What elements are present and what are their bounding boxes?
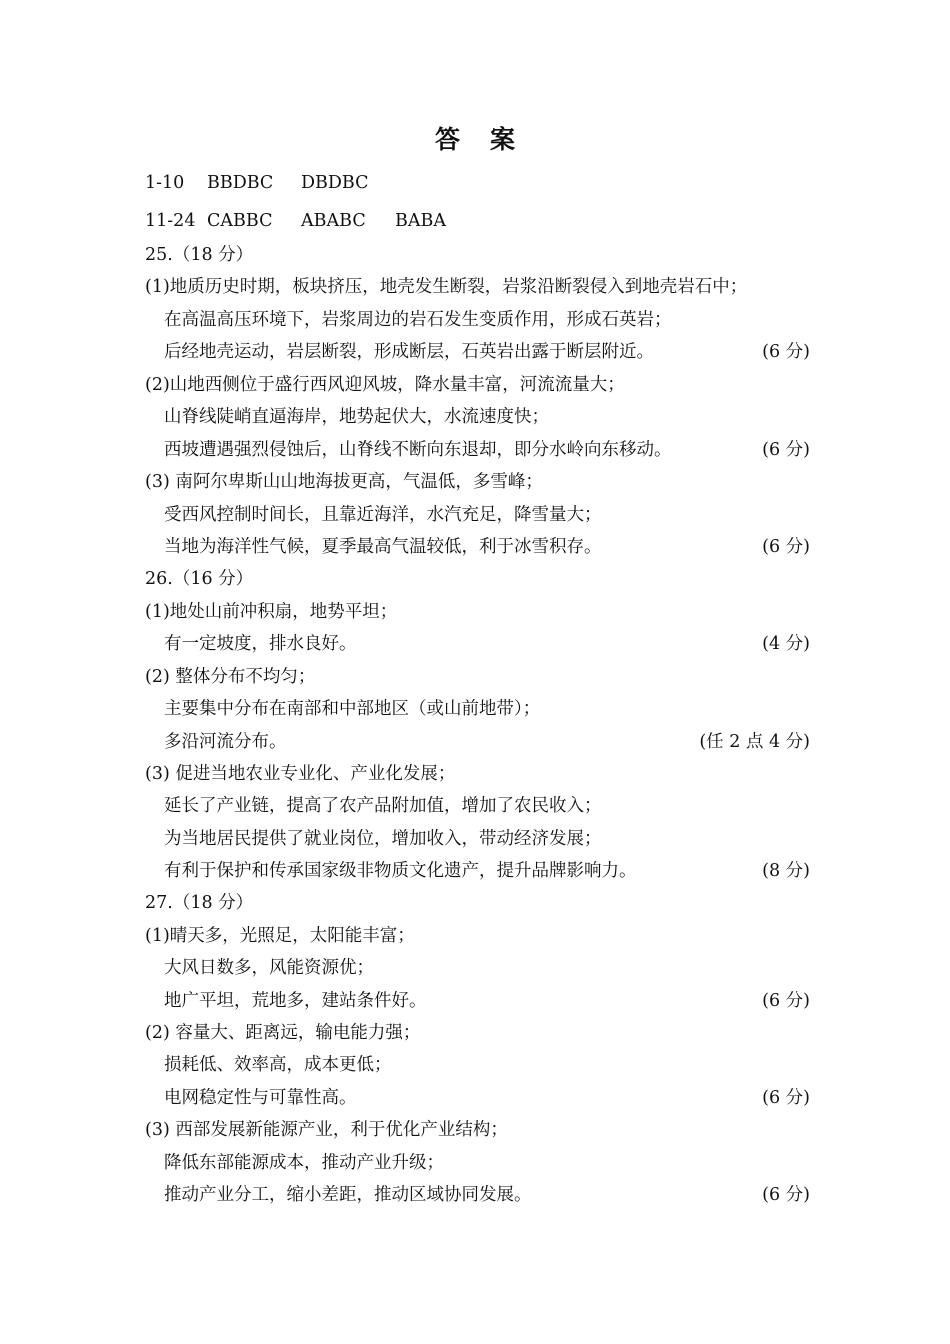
answer-line: 大风日数多，风能资源优； xyxy=(164,958,374,978)
answer-text: 推动产业分工，缩小差距，推动区域协同发展。 xyxy=(164,1185,532,1205)
answer-text: 多沿河流分布。 xyxy=(164,732,287,752)
mc-group: BBDBC xyxy=(207,173,274,193)
answer-line: 损耗低、效率高，成本更低； xyxy=(164,1055,392,1075)
answer-text: 有利于保护和传承国家级非物质文化遗产，提升品牌影响力。 xyxy=(164,861,637,881)
score-label: (6 分) xyxy=(762,537,810,557)
answer-line-scored xyxy=(164,337,810,367)
answer-text: 地广平坦，荒地多，建站条件好。 xyxy=(164,991,427,1011)
title-char-1: 答 xyxy=(434,125,460,154)
answer-line-scored xyxy=(164,435,810,465)
answer-line: (1)地处山前冲积扇，地势平坦； xyxy=(145,602,398,622)
answer-line-scored xyxy=(164,986,810,1016)
answer-line: (2) 容量大、距离远，输电能力强； xyxy=(145,1023,421,1043)
answer-line: (2)山地西侧位于盛行西风迎风坡，降水量丰富，河流流量大； xyxy=(145,375,625,395)
score-label: (6 分) xyxy=(762,1088,810,1108)
answer-line: (1)地质历史时期，板块挤压，地壳发生断裂，岩浆沿断裂侵入到地壳岩石中； xyxy=(145,277,748,297)
answer-line-scored xyxy=(164,532,810,562)
answer-line-scored xyxy=(164,1083,810,1113)
answer-line: 降低东部能源成本，推动产业升级； xyxy=(164,1153,444,1173)
score-label: (6 分) xyxy=(762,342,810,362)
mc-group: ABABC xyxy=(301,211,366,231)
mc-group: BABA xyxy=(395,211,446,231)
title-char-2: 案 xyxy=(490,125,516,154)
mc-group: CABBC xyxy=(207,211,273,231)
answer-text: 后经地壳运动，岩层断裂，形成断层，石英岩出露于断层附近。 xyxy=(164,342,654,362)
score-label: (任 2 点 4 分) xyxy=(699,732,810,752)
mc-range: 11-24 xyxy=(145,211,196,231)
score-label: (8 分) xyxy=(762,861,810,881)
answer-line-scored xyxy=(164,1180,810,1210)
question-header: 27.（18 分） xyxy=(145,893,254,913)
score-label: (6 分) xyxy=(762,1185,810,1205)
answer-line-scored xyxy=(164,727,810,757)
answer-line: (3) 南阿尔卑斯山山地海拔更高，气温低，多雪峰； xyxy=(145,472,543,492)
mc-range: 1-10 xyxy=(145,173,185,193)
answer-line: 延长了产业链，提高了农产品附加值，增加了农民收入； xyxy=(164,796,602,816)
answer-line: (1)晴天多，光照足，太阳能丰富； xyxy=(145,926,415,946)
answer-line: (2) 整体分布不均匀； xyxy=(145,667,316,687)
question-header: 25.（18 分） xyxy=(145,245,254,265)
answer-line-scored xyxy=(164,856,810,886)
score-label: (4 分) xyxy=(762,634,810,654)
answer-line: 山脊线陡峭直逼海岸，地势起伏大，水流速度快； xyxy=(164,407,549,427)
answer-text: 电网稳定性与可靠性高。 xyxy=(164,1088,357,1108)
answer-text: 当地为海洋性气候，夏季最高气温较低，利于冰雪积存。 xyxy=(164,537,602,557)
score-label: (6 分) xyxy=(762,440,810,460)
answer-line-scored xyxy=(164,629,810,659)
answer-text: 西坡遭遇强烈侵蚀后，山脊线不断向东退却，即分水岭向东移动。 xyxy=(164,440,672,460)
mc-answers-row-1 xyxy=(145,168,810,198)
score-label: (6 分) xyxy=(762,991,810,1011)
answer-line: (3) 促进当地农业专业化、产业化发展； xyxy=(145,764,456,784)
page-title xyxy=(0,120,950,156)
question-header: 26.（16 分） xyxy=(145,569,254,589)
mc-group: DBDBC xyxy=(301,173,369,193)
answer-line: 在高温高压环境下，岩浆周边的岩石发生变质作用，形成石英岩； xyxy=(164,310,672,330)
answer-line: 为当地居民提供了就业岗位，增加收入，带动经济发展； xyxy=(164,829,602,849)
mc-answers-row-2 xyxy=(145,206,810,236)
answer-line: 受西风控制时间长，且靠近海洋，水汽充足，降雪量大； xyxy=(164,505,602,525)
answer-line: 主要集中分布在南部和中部地区（或山前地带）； xyxy=(164,699,541,719)
answer-text: 有一定坡度，排水良好。 xyxy=(164,634,357,654)
answer-line: (3) 西部发展新能源产业，利于优化产业结构； xyxy=(145,1120,508,1140)
